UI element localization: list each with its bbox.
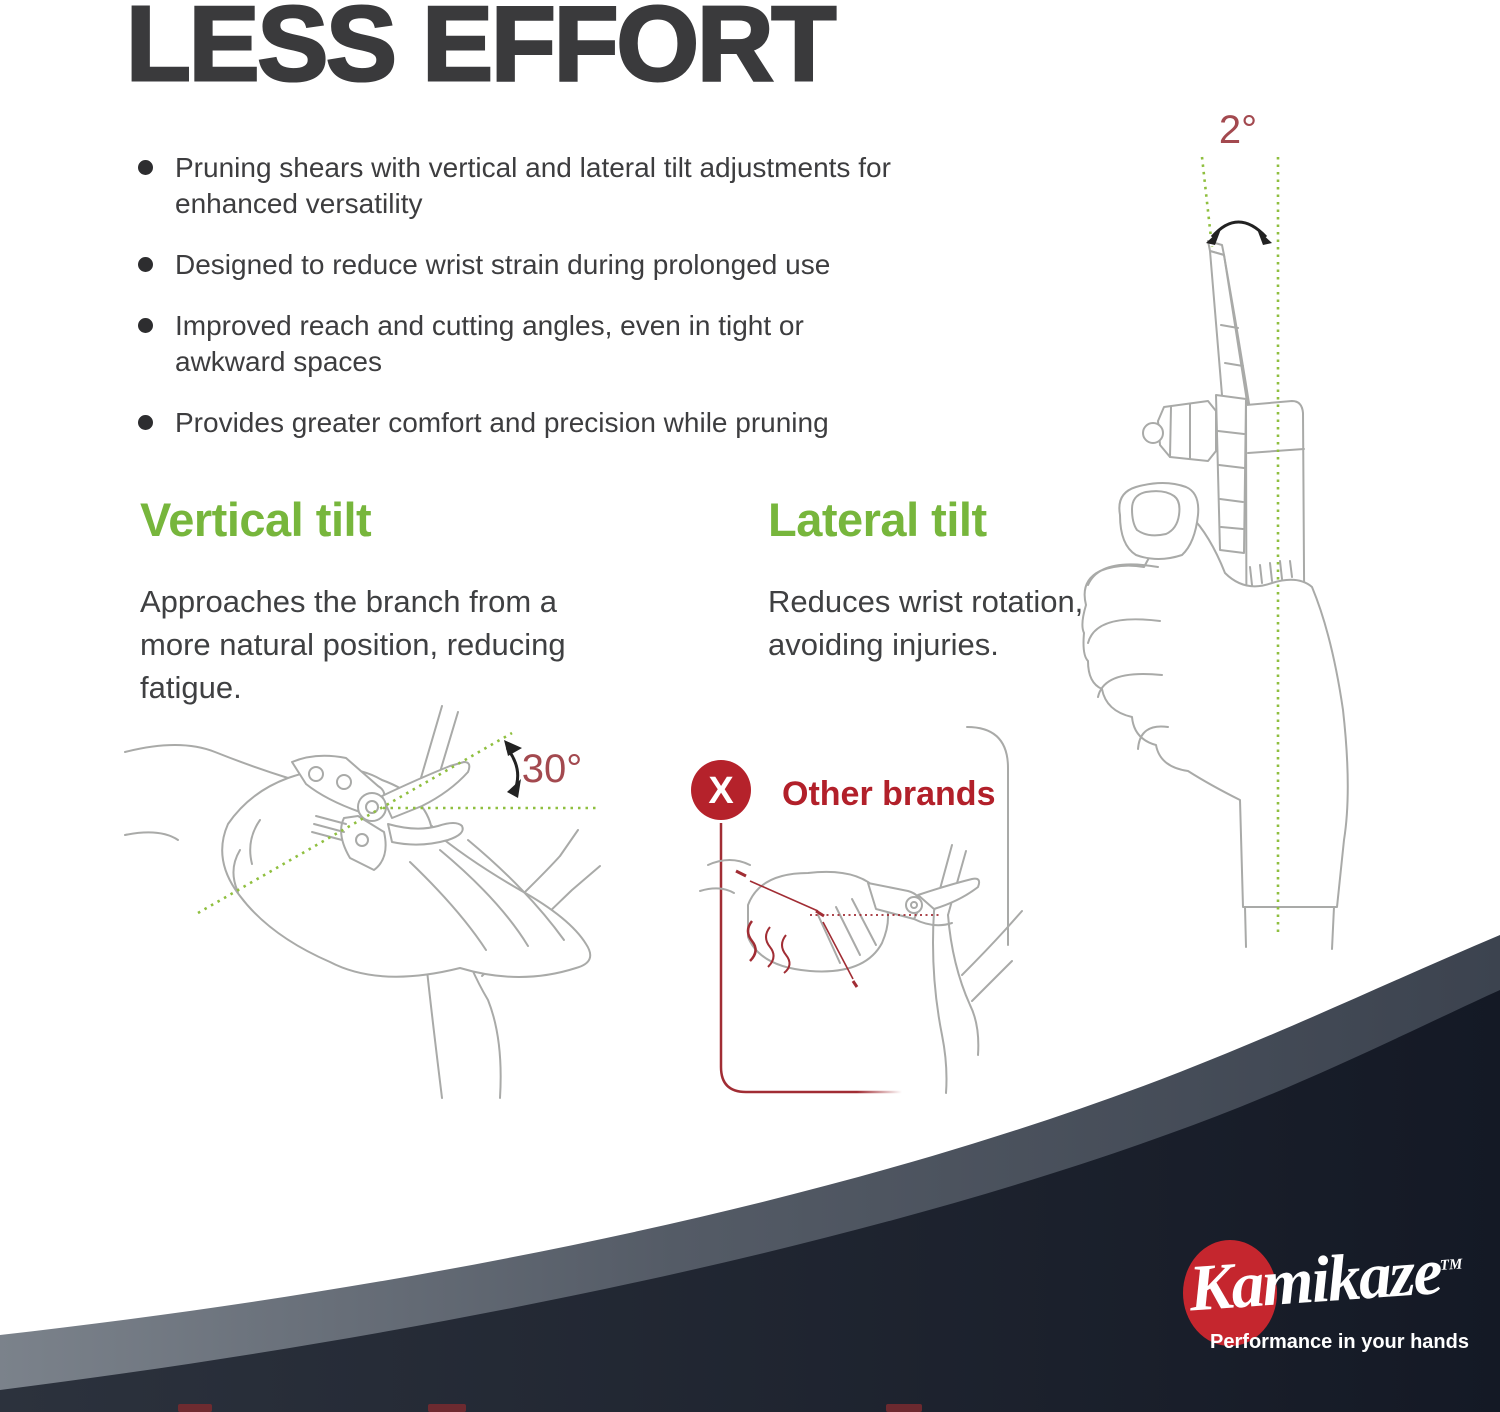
logo-tm: TM bbox=[1439, 1256, 1463, 1275]
other-brands-label: Other brands bbox=[782, 775, 996, 813]
arm bbox=[700, 860, 750, 893]
list-item bbox=[138, 247, 908, 283]
thumb bbox=[1119, 483, 1198, 559]
vertical-tilt-description: Approaches the branch from a more natural position, reducing fatigue. bbox=[140, 584, 566, 705]
list-item bbox=[138, 405, 908, 441]
lateral-angle-label: 2° bbox=[1218, 108, 1258, 152]
lateral-tilt-heading: Lateral tilt bbox=[768, 493, 987, 546]
bullet-dot-icon bbox=[138, 257, 153, 272]
angle-arc-arrow bbox=[1212, 222, 1266, 237]
bullet-text: Pruning shears with vertical and lateral tilt adjustments for enhanced versatility bbox=[175, 152, 891, 219]
page-title: LESS EFFORT bbox=[126, 0, 835, 103]
bullet-text: Improved reach and cutting angles, even in tight or awkward spaces bbox=[175, 310, 804, 377]
list-item bbox=[138, 150, 908, 222]
logo-brand-text: Kamikaze bbox=[1186, 1235, 1443, 1326]
vertical-tilt-heading: Vertical tilt bbox=[140, 493, 372, 546]
bullet-dot-icon bbox=[138, 415, 153, 430]
tilt-guide-line-left bbox=[1202, 157, 1212, 247]
shears-blade bbox=[382, 762, 469, 818]
bullet-dot-icon bbox=[138, 160, 153, 175]
lateral-tilt-illustration bbox=[1040, 95, 1460, 955]
lateral-tilt-description: Reduces wrist rotation, avoiding injuries. bbox=[768, 584, 1084, 662]
hand-fist bbox=[1082, 515, 1347, 907]
cropped-red-mark bbox=[178, 1404, 212, 1412]
bullet-dot-icon bbox=[138, 318, 153, 333]
vertical-angle-label: 30° bbox=[521, 747, 583, 791]
x-icon: X bbox=[708, 770, 734, 812]
bullet-text: Designed to reduce wrist strain during prolonged use bbox=[175, 249, 831, 280]
brand-logo bbox=[1183, 1232, 1475, 1357]
list-item bbox=[138, 308, 908, 380]
bullet-text: Provides greater comfort and precision while pruning bbox=[175, 407, 829, 438]
logo-tagline: Performance in your hands bbox=[1210, 1331, 1469, 1353]
feature-bullet-list bbox=[138, 150, 908, 466]
hand-holding-shears-vertical-sketch bbox=[1040, 95, 1460, 955]
strain-mark bbox=[736, 871, 746, 876]
cropped-red-mark bbox=[428, 1404, 466, 1412]
cropped-red-mark bbox=[886, 1404, 922, 1412]
